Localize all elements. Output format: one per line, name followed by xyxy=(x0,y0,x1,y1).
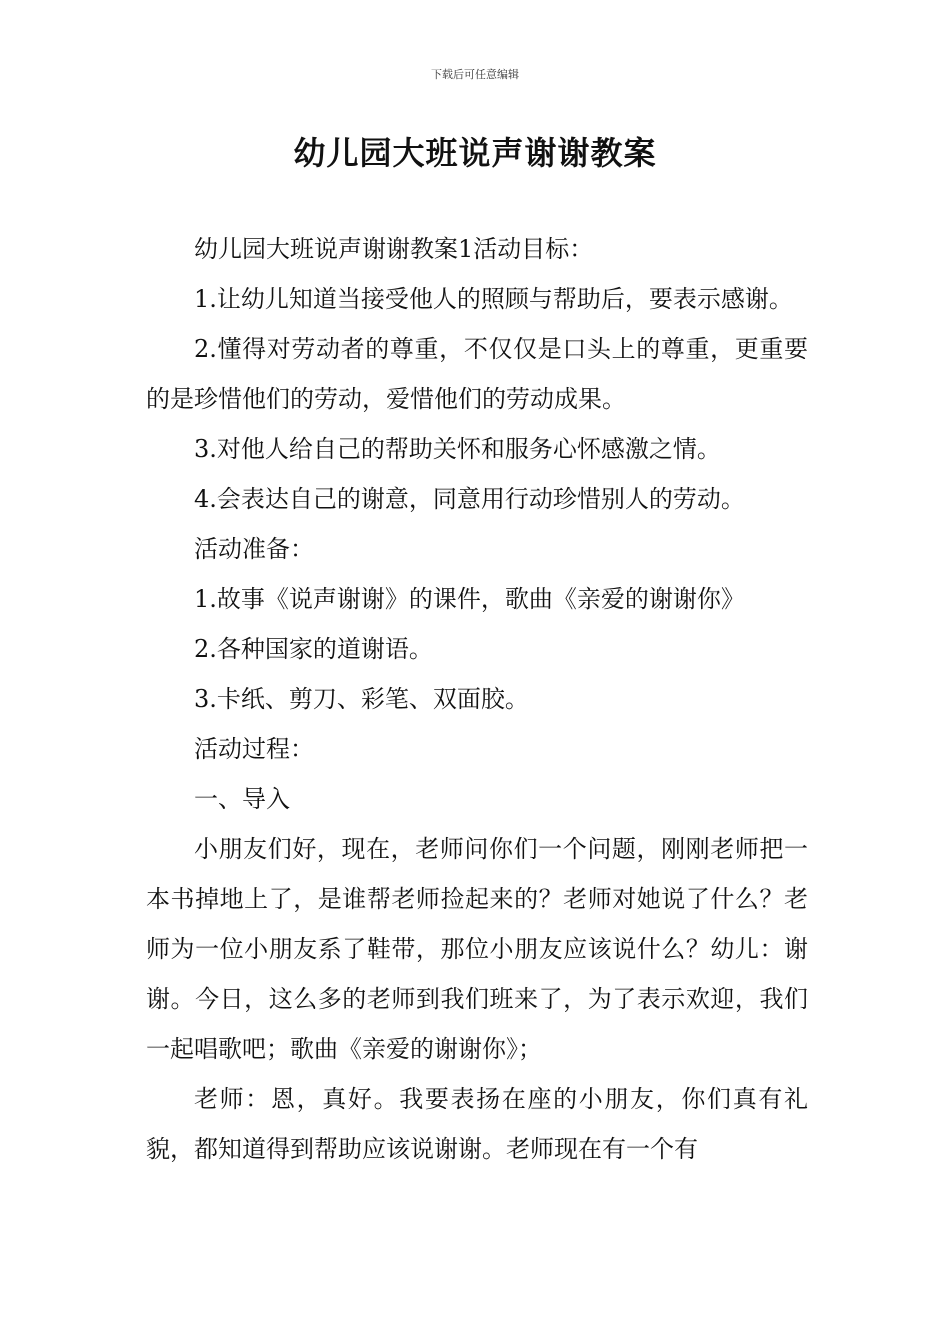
paragraph-prep-1: 1.故事《说声谢谢》的课件，歌曲《亲爱的谢谢你》 xyxy=(194,585,745,613)
document-title: 幼儿园大班说声谢谢教案 xyxy=(293,134,657,172)
paragraph-goal-4: 4.会表达自己的谢意，同意用行动珍惜别人的劳动。 xyxy=(194,485,745,513)
header-note: 下载后可任意编辑 xyxy=(431,68,519,81)
paragraph-process-1: 小朋友们好，现在，老师问你们一个问题，刚刚老师把一本书掉地上了，是谁帮老师捡起来的？老师对她说了什么？老师为一位小朋友系了鞋带，那位小朋友应该说什么？幼儿：谢谢。今日，这么多的老师到我们班来了，为了表示欢迎，我们一起唱歌吧；歌曲《亲爱的谢谢你》； xyxy=(146,835,808,1063)
paragraph-goal-2: 2.懂得对劳动者的尊重，不仅仅是口头上的尊重，更重要的是珍惜他们的劳动，爱惜他们的劳动成果。 xyxy=(146,335,808,413)
section-heading-process: 活动过程： xyxy=(194,735,314,763)
paragraph-prep-3: 3.卡纸、剪刀、彩笔、双面胶。 xyxy=(194,685,529,713)
subsection-heading-intro: 一、导入 xyxy=(194,785,290,813)
paragraph-goal-1: 1.让幼儿知道当接受他人的照顾与帮助后，要表示感谢。 xyxy=(194,285,793,313)
paragraph-process-2: 老师：恩，真好。我要表扬在座的小朋友，你们真有礼貌，都知道得到帮助应该说谢谢。老师现在有一个有 xyxy=(146,1085,808,1163)
section-heading-preparation: 活动准备： xyxy=(194,535,314,563)
paragraph-intro: 幼儿园大班说声谢谢教案1活动目标： xyxy=(194,235,594,263)
paragraph-prep-2: 2.各种国家的道谢语。 xyxy=(194,635,433,663)
document-body xyxy=(146,224,808,1174)
paragraph-goal-3: 3.对他人给自己的帮助关怀和服务心怀感激之情。 xyxy=(194,435,721,463)
